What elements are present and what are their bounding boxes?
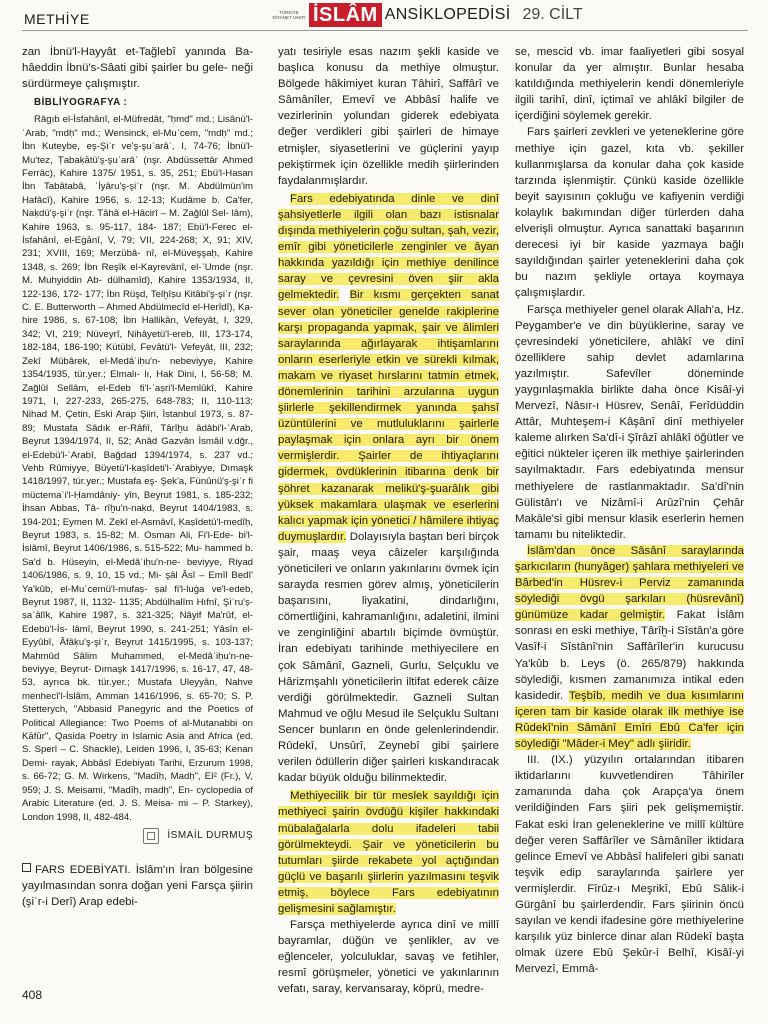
paragraph: III. (IX.) yüzyılın ortalarından itibaren iktidarlarını kuvvetlendiren Tâhirîler zamanında daha çok Arapça'ya önem verildiğinden Fars şiiri pek gelişmemiştir. Fakat eski İran geleneklerine ve millî kültüre değer veren Saffârîler ve Sâmânîler iktidara gelince Emevî ve Abbâsî halifeleri gibi sanatı teşvik edip saraylarında şairlere yer vermişlerdir. Fîrûz-ı Meşrikî, Ebû Sâlik-i Gürgânî bu şairlerdendir. Fars şiirinin öncü sayılan ve kendi ifadesine göre methiyelerine karşılık yüz binlerce dinar alan Rûdekî başta olmak üzere Ebû Şekûr-i Belhî, Kisâî-yi Mervezî, Emmâ- (515, 754, 744, 976)
header-rule (22, 30, 748, 31)
ornament-icon (143, 828, 159, 844)
publisher-label: TÜRKİYE DİYANET VAKFI (272, 10, 306, 20)
paragraph-text: Dolayısıyla baştan beri birçok şair, maaş veya câizeler karşılığında yöneticileri ve onların yakınlarını övmek için sarayda resmen görev almış, yöneticilerin başarısını, liyakatini, dindarlığını, cömertliğini, kahramanlığını, adaletini, ilmini ve zenginliğini abartılı biçimde övmüştür. İran edebiyatı tarihinde methiyecilere en çok Sâmânî, Gazneli, Gurlu, Selçuklu ve Hârizmşahlı yöneticilerin iltifat ederek câize verdiği görülmektedir. Gazneli Sultan Mahmud ve oğlu Mesud ile Selçuklu Sultanı Sencer bunların en önde gelenlerindendir. Rûdekî, Unsûrî, Zeynebî gibi şairlere verilen ödüllerin diğer şairleri kıskandıracak kadar büyük olduğu bilinmektedir. (278, 530, 500, 785)
paragraph: se, mescid vb. imar faaliyetleri gibi sosyal konular da yer almıştır. Bunlar hesaba katıldığında methiyelerin kendi dönemleriyle ilgili tarihî, dinî, içtimaî ve ahlâkî bilgiler de içerdiğini söylemek gerekir. (515, 46, 744, 123)
section-paragraph (22, 862, 253, 910)
bibliography-heading: BİBLİYOGRAFYA : (34, 97, 128, 109)
paragraph: zan İbnü'l-Hayyât et-Tağlebî yanında Ba- hâeddin İbnü's-Sâati gibi şairler bu gele- neği sürdürmeye çalışmıştır. (22, 46, 253, 91)
section-title: FARS EDEBİYATI. (35, 864, 131, 876)
section-box-icon (22, 863, 31, 872)
highlighted-text: Fars edebiyatında dinle ve dinî şahsiyetlerle ilgili olan bazı istisnalar dışında methiyelerin çoğu sultan, şah, vezir, emîr gibi yöneticilerle zenginler ve âyan hakkında yazıldığı için methiye denilince saray ve çevresini öven şiir akla gelmektedir. (278, 192, 499, 302)
column-3 (515, 44, 744, 977)
page-number: 408 (22, 988, 43, 1002)
brand-ansiklopedisi: ANSİKLOPEDİSİ (384, 6, 511, 23)
section-text: İslâm'ın İran bölgesine yayılmasından sonra doğan yeni Farsça şiirin (şiʿr-i Derî) Arap edebi- (22, 864, 253, 909)
highlighted-text: Bir kısmı gerçekten sanat sever olan yöneticiler genelde rakiplerine karşı propaganda yapmak, şair ve âlimleri saraylarında ağırlayarak ihtişamlarını onların eserleriyle etkin ve sürekli kılmak, makam ve riyaset hırslarını tatmin etmek, dönemlerinin tarihini arzularına uygun şiirlerle şekillendirmek yanında şahsî üzüntülerini ve mutluluklarını şairlerle paylaşmak için onlara ayrı bir önem vermişlerdir. Şairler de ihtiyaçlarını gidermek, övdüklerinin itibarına denk bir şöhret kazanarak melikü'ş-şuarâlık gibi yüksek makamlara ulaşmak ve eserlerini kalıcı yapmak için yönetici / hâmilere ihtiyaç duymuşlardır. (278, 289, 499, 543)
highlighted-text: Teşbîb, medih ve dua kısımlarını içeren tam bir kaside olarak ilk methiye ise Rûdekî'nin Sâmânî Emîri Ebû Ca'fer için söylediği "Mâder-i Mey" adlı şiiridir. (515, 689, 744, 751)
encyclopedia-brand (272, 3, 583, 27)
paragraph-text: Fakat İslâm sonrası en eski methiye, Târîḫ-i Sîstân'a göre Vasîf-i Sîstânî'nin Saffârîler'in kurucusu Ya'kûb b. Leys (ö. 265/879) hakkında söylediği, kısmen zamanımıza intikal eden kasidedir. (515, 609, 744, 702)
brand-islam: İSLÂM (309, 3, 382, 27)
column-2 (278, 44, 499, 998)
paragraph (278, 788, 499, 917)
paragraph: yatı tesiriyle esas nazım şekli kaside ve başlıca konusu da methiye olmuştur. Bölgede hâkimiyet kuran Tâhirî, Saffârî ve Sâmânîler, Emevî ve Abbâsî halife ve vezirlerinin yolundan giderek edebiyata değer verdikleri gibi şairleri de himaye etmişler, siyasetlerini ve güçlerini yayıp pekiştirmek için özellikle medih şiirlerinden faydalanmışlardır. (278, 46, 499, 187)
author-signature (22, 828, 253, 844)
bibliography-text: Râgıb el-İsfahânî, el-Müfredât, "ḥmd" md.; Lisânü'l-ʿArab, "mdḥ" md.; Wensinck, el-Muʿcem, "mdḥ" md.; İbn Kuteybe, eş-Şiʿr ve'ş-şuʿarâʾ, I, 74-76; İbnü'l-Mu'tez, Ṭabaḳātü'ş-şuʿarâʾ (nşr. Abdüssettâr Ahmed Ferrâc), Kahire 1375/ 1951, s. 35, 251; Ebü'l-Hasan İbn Tabâtabâ, ʿİyâru'ş-şiʿr (nşr. M. Abdülmün'im Hafâcî), Kahire 1956, s. 12-13; Kudâme b. Ca'fer, Naḳdü'ş-şiʿr (nşr. Tâhâ el-Hâcirî – M. Zağlûl Sel- lâm), Kahire 1963, s. 95-117, 184- 187; Ebü'l-Ferec el-İsfahânî, el-Eġānî, V, 79; VII, 224-268; X, 91; XIV, 231; XVIII, 169; Merzübâ- nî, el-Müveşşaḥ, Kahire 1348, s. 269; İbn Reşîk el-Kayrevânî, el-ʿUmde (nşr. M. Muhyiddin Ab- dülhamîd), Kahire 1353/1934, II, 122-136, 172- 177; İbn Rüşd, Telḫîṣu Kitâbi'ş-şiʿr (nşr. C. E. Butterworth – Ahmed Abdülmecîd el-Herîdî), Ka- hire 1986, s. 67-108; İbn Hallikân, Vefeyât, I, 329, 342; VI, 219; Nüveyrî, Nihâyetü'l-ereb, III, 173-174, 182-184, 186-190; Kütübî, Fevâtü'l- Vefeyât, III, 232; Zekî Mübârek, el-Medâʾiḥu'n- nebeviyye, Kahire 1354/1935, tür.yer.; Elmalı- lı, Hak Dini, I, 56-58; M. Zağlûl Sellâm, el-Edeb fi'l-ʿaṣri'l-Memlûkî, Kahire 1971, I, 227-233, 265-275, 648-783; II, 110-113; Nihad M. Çetin, Eski Arap Şiiri, İstanbul 1973, s. 87-89; Mustafa Sâdık er-Râfiî, Târîḫu âdâbi'l-ʿArab, Beyrut 1394/1974, II, 52; Anâd Gazvân İsmâil v.dğr., el-Edebü'l-ʿArabî, Bağdad 1394/1974, s. 237 vd.; Vehb Rûmiyye, Büyetü'l-ḳaṣîdeti'l-ʿArabiyye, Dımaşk 1418/1997, tür.yer.; Mustafa eş- Şek'a, Fünûnü'ş-şiʿr fi müctemaʿi'l-Ḥamdâniy- yîn, Beyrut 1981, s. 185-232; İhsan Abbas, Tâ- rîḫu'n-naḳd, Beyrut 1404/1983, s. 194-201; Eymen M. Zekî el-Asmâvî, Ḳaṣîdetü'l-medîḥ, Beyrut 1983, s. 15-82; M. Osman Ali, Fi'l-Ede- bi'l-İslâmî, Beyrut 1406/1986, s. 515-522; Mu- hammed b. Sa'd b. Hüseyin, el-Medâʾiḥu'n-ne- beviyye, Riyad 1406/1986, s. 9, 10, 15 vd.; Mi- şâl Âsî – Emîl Bedî' Ya'kûb, el-Muʿcemü'l-mufaṣ- ṣal fi'l-luġa ve'l-edeb, Beyrut 1987, II, 1132- 1135; Abdülhalîm Hıfnî, Şiʿru'ṣ-ṣaʿâlîk, Kahire 1987, s. 321-325; Nâyif Ma'rûf, el-Edebü'l-İs- lâmî, Beyrut 1990, s. 241-251; Yâsîn el-Eyyûbî, Âfâḳu'ş-şiʿr, Beyrut 1415/1995, s. 103-137; Mahmûd Sâlim Muhammed, el-Medâʾiḥu'n-ne- beviyye, Beyrut- Dımaşk 1417/1996, s. 16-17, 47, 48-53, ayrıca bk. tür.yer.; Mustafa Uleyyân, Nahve menhecî'l-İslâm, Amman 1416/1996, s. 65-70; S. P. Stetterych, "Abbasid Panegyric and the Poetics of Political Allegiance: Two Poems of al-Mutanabbi on Kāfūr", Qasida Poetry in Islamic Asia and Africa (ed. S. Sperl – C. Shackle), Leiden 1996, I, 35-63; Kenan Demi- rayak, Abbâsî Edebiyatı Tarihi, Erzurum 1998, s. 66-72; G. M. Wirkens, "Madīḥ, Madḥ", EI² (Fr.), V, 959; J. S. Meisami, "Madīḥ, madḥ", En- cyclopedia of Arabic Literature (ed. J. S. Meisa- mi – P. Starkey), London 1998, II, 482-484. (22, 114, 253, 823)
paragraph: Farsça methiyeler genel olarak Allah'a, Hz. Peygamber'e ve din büyüklerine, saray ve çevresindeki yöneticilere, ahlâkî ve dinî özelliklere sahip devlet adamlarına yazılmıştır. Safevîler döneminde yaygınlaşmakla birlikte daha önce Kisâî-yi Mervezî, Nâsır-ı Hüsrev, Senâî, Ferîdüddin Attâr, Muhteşem-i Kâşânî dinî methiyeler kaleme alırken Sa'dî-i Şîrâzî ahlâkî öğütler ve eğitici nükteler içeren ilk methiye şairlerinden sayılmaktadır. Fars edebiyatında mensur methiyelere de rastlanmaktadır. Sa'dî'nin Gülistân'ı ve Nizâmî-i Arûzî'nin Çehâr Maḳāle'si gibi mensur klasik eserlerin hemen tamamı bu niteliktedir. (515, 303, 744, 541)
column-1 (22, 44, 253, 910)
paragraph: Farsça methiyelerde ayrıca dinî ve millî bayramlar, düğün ve şenlikler, av ve eğlenceler, yolculuklar, savaş ve fetihler, resmî görüşmeler, yönetici ve yakınlarının vefatı, saray, kervansaray, köprü, medre- (278, 919, 499, 996)
highlighted-text: İslâm'dan önce Sâsânî saraylarında şarkıcıların (hunyâger) şahlara methiyeleri ve Bârbed'in Hüsrev-i Perviz zamanında söylediği övgü şarkıları (hüsrevânî) günümüze kadar gelmiştir. (515, 544, 744, 622)
highlighted-text: Methiyecilik bir tür meslek sayıldığı için methiyeci şairin övdüğü kişiler hakkındaki mübalağalarla dolu ifadeleri tabii görülmekteydi. Şair ve yöneticilerin bu tutumları şiirde rekabete yol açtığından güçlü ve başarılı şiirlerin yazılmasını teşvik etmiş, böylece Fars edebiyatının gelişmesini sağlamıştır. (278, 790, 499, 915)
paragraph: Fars şairleri zevkleri ve yeteneklerine göre methiye için gazel, kıta vb. şekiller kullanmışlarsa da konular daha çok kaside tarzında işlenmiştir. Çünkü kaside özellikle beyit sayısının çokluğu ve kafiyenin verdiği kolaylık bakımından diğer türlerden daha elverişli olmuştur. Ayrıca sanattaki başarının derecesi iyi bir kaside yazmaya bağlı sayıldığından şairler yeteneklerini daha çok bu nazım şekliyle ortaya koymaya çalışmışlardır. (515, 126, 744, 300)
volume-label: 29. CİLT (522, 6, 583, 23)
paragraph (278, 191, 499, 786)
paragraph (515, 543, 744, 752)
author-name: İSMAİL DURMUŞ (167, 829, 253, 841)
running-head: METHİYE (24, 11, 90, 27)
